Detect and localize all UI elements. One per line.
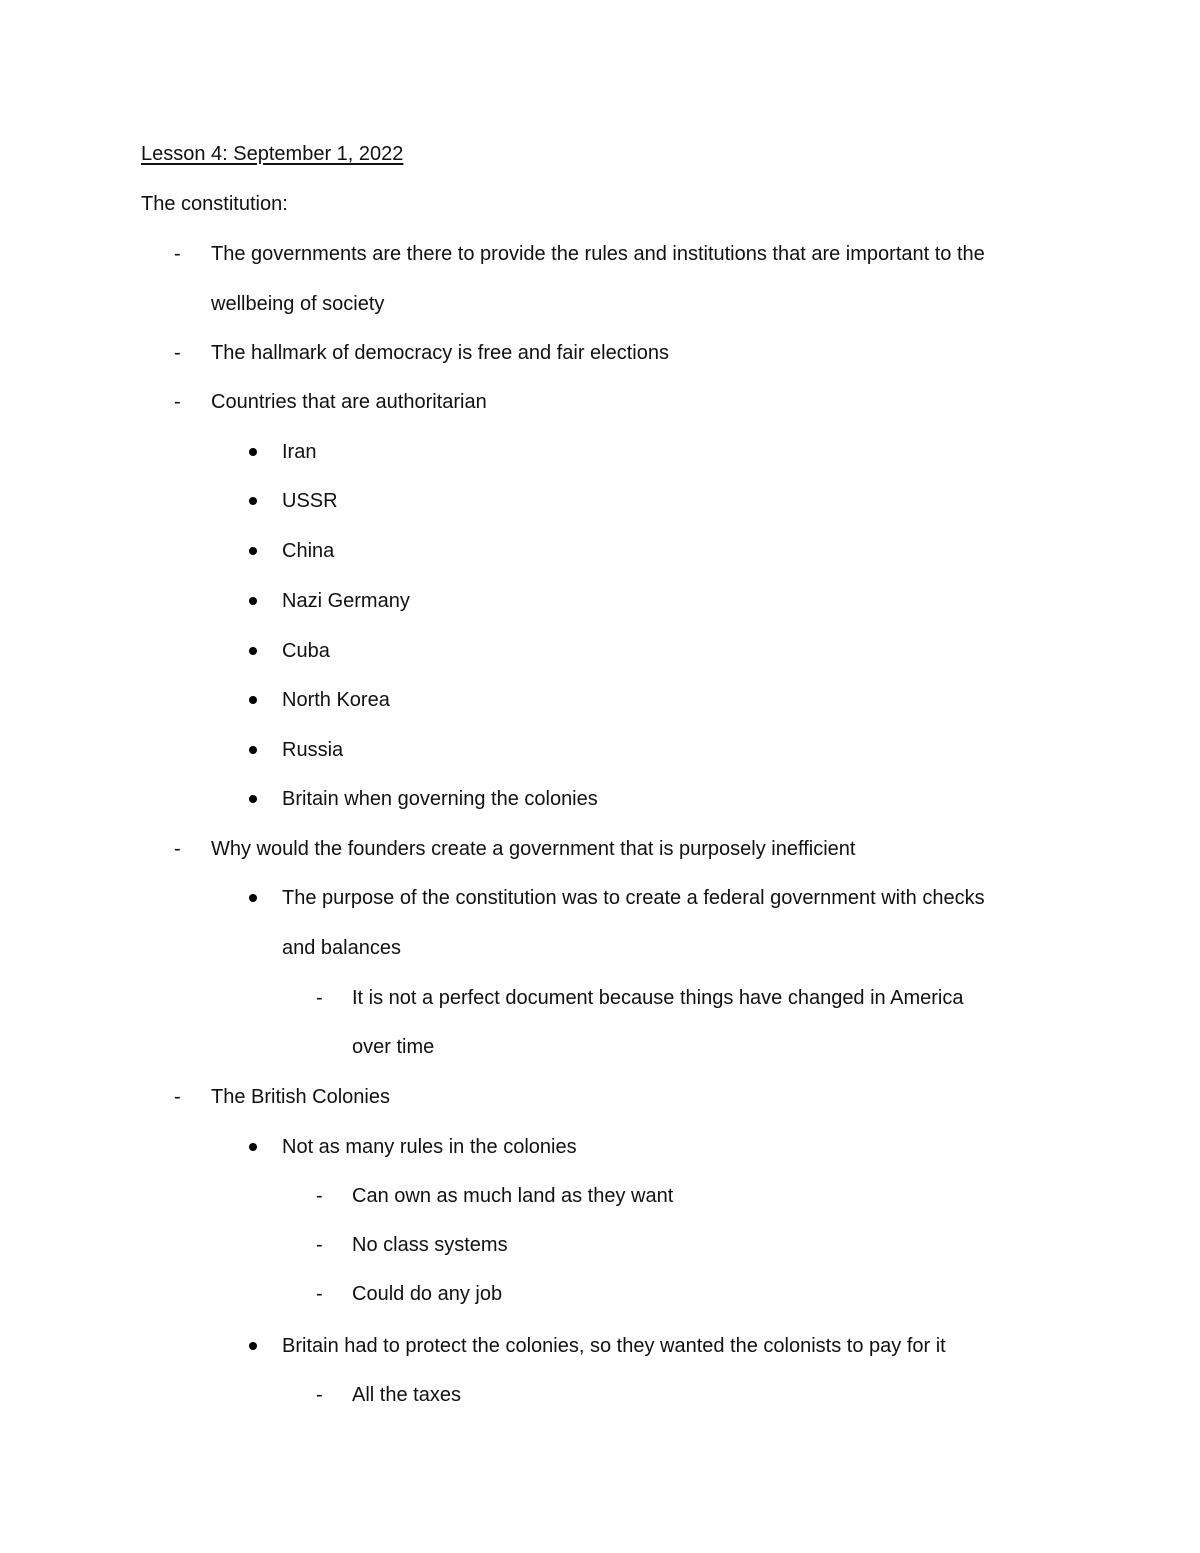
dash-bullet: - [174,342,181,364]
list-item: The British Colonies [211,1086,390,1108]
dash-bullet: - [174,391,181,413]
bullet-dot [249,597,257,605]
dash-bullet: - [316,1234,323,1256]
list-item-country: North Korea [282,689,390,711]
dash-bullet: - [174,838,181,860]
list-item: Not as many rules in the colonies [282,1136,577,1158]
dash-bullet: - [316,1185,323,1207]
bullet-dot [249,696,257,704]
bullet-dot [249,894,257,902]
list-item-country: China [282,540,335,562]
list-item-country: Nazi Germany [282,590,410,612]
list-item: The governments are there to provide the rules and institutions that are important to the [211,243,985,265]
list-item: The hallmark of democracy is free and fair elections [211,342,669,364]
bullet-dot [249,448,257,456]
bullet-dot [249,1143,257,1151]
list-item: Britain had to protect the colonies, so they wanted the colonists to pay for it [282,1335,946,1357]
lesson-title: Lesson 4: September 1, 2022 [141,143,404,165]
list-item: It is not a perfect document because things have changed in America [352,987,964,1009]
bullet-dot [249,1342,257,1350]
section-heading: The constitution: [141,193,288,215]
bullet-dot [249,647,257,655]
dash-bullet: - [174,243,181,265]
list-item-continuation: wellbeing of society [211,293,385,315]
list-item: The purpose of the constitution was to create a federal government with checks [282,887,985,909]
list-item-continuation: and balances [282,937,401,959]
list-item: Could do any job [352,1283,503,1305]
bullet-dot [249,547,257,555]
list-item: All the taxes [352,1384,461,1406]
dash-bullet: - [174,1086,181,1108]
dash-bullet: - [316,1283,323,1305]
bullet-dot [249,497,257,505]
list-item-continuation: over time [352,1036,435,1058]
list-item-country: Britain when governing the colonies [282,788,598,810]
bullet-dot [249,746,257,754]
list-item-country: USSR [282,490,338,512]
list-item-country: Cuba [282,640,330,662]
list-item: No class systems [352,1234,508,1256]
list-item-country: Russia [282,739,344,761]
list-item: Can own as much land as they want [352,1185,674,1207]
dash-bullet: - [316,987,323,1009]
list-item: Why would the founders create a government that is purposely inefficient [211,838,856,860]
list-item-country: Iran [282,441,317,463]
list-item: Countries that are authoritarian [211,391,487,413]
bullet-dot [249,795,257,803]
dash-bullet: - [316,1384,323,1406]
